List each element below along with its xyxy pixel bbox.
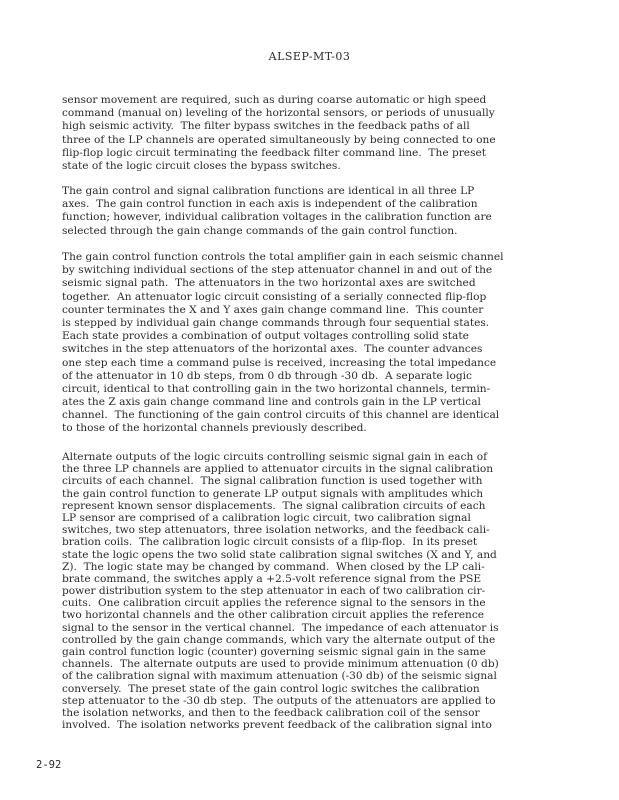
text-line: state the logic opens the two solid state calibration signal switches (X and Y, and [62, 548, 497, 561]
text-line: together. An attenuator logic circuit consisting of a serially connected flip-flop [62, 290, 487, 303]
text-line: counter terminates the X and Y axes gain change command line. This counter [62, 303, 484, 316]
text-line: of the calibration signal with maximum attenuation (-30 db) of the seismic signal [62, 670, 497, 683]
text-line: to those of the horizontal channels previously described. [62, 422, 367, 435]
paragraph-gain-control [62, 251, 504, 436]
text-line: The gain control and signal calibration functions are identical in all three LP [62, 185, 475, 197]
text-line: switches in the step attenuators of the horizontal axes. The counter advances [62, 343, 483, 356]
text-line: bration coils. The calibration logic circuit consists of a flip-flop. In its preset [62, 536, 478, 549]
text-line: involved. The isolation networks prevent feedback of the calibration signal into [62, 719, 492, 732]
text-line: is stepped by individual gain change commands through four sequential states. [62, 316, 490, 329]
text-line: the gain control function to generate LP output signals with amplitudes which [62, 487, 484, 500]
text-line: conversely. The preset state of the gain control logic switches the calibration [62, 682, 480, 695]
text-line: axes. The gain control function in each axis is independent of the calibration [62, 198, 478, 211]
document-header: ALSEP-MT-03 [268, 50, 351, 63]
text-line: of the attenuator in 10 db steps, from 0 db through -30 db. A separate logic [62, 369, 472, 382]
text-line: signal to the sensor in the vertical channel. The impedance of each attenuator is [62, 621, 499, 634]
text-line: selected through the gain change commands of the gain control function. [62, 224, 458, 237]
text-line: seismic signal path. The attenuators in the two horizontal axes are switched [62, 277, 476, 290]
text-line: switches, two step attenuators, three isolation networks, and the feedback cali- [62, 524, 490, 537]
text-line: represent known sensor displacements. The signal calibration circuits of each [62, 499, 486, 512]
paragraph-gain-calibration-overview [62, 185, 492, 238]
text-line: ates the Z axis gain change command line and controls gain in the LP vertical [62, 396, 481, 409]
text-line: state of the logic circuit closes the bypass switches. [62, 159, 341, 172]
text-line: two horizontal channels and the other calibration circuit applies the reference [62, 609, 485, 622]
text-line: Z). The logic state may be changed by command. When closed by the LP cali- [62, 560, 485, 573]
text-line: cuits. One calibration circuit applies the reference signal to the sensors in the [62, 597, 486, 610]
text-line: function; however, individual calibration voltages in the calibration function are [62, 211, 492, 224]
text-line: LP sensor are comprised of a calibration logic circuit, two calibration signal [62, 511, 471, 524]
text-line: by switching individual sections of the step attenuator channel in and out of the [62, 264, 493, 277]
paragraph-filter-bypass [62, 94, 496, 173]
paragraph-signal-calibration [62, 451, 499, 731]
text-line: three of the LP channels are operated simultaneously by being connected to one [62, 133, 496, 146]
text-line: power distribution system to the step attenuator in each of two calibration cir- [62, 585, 486, 598]
text-line: channels. The alternate outputs are used to provide minimum attenuation (0 db) [62, 658, 499, 671]
text-line: step attenuator to the -30 db step. The outputs of the attenuators are applied to [62, 694, 496, 707]
text-line: flip-flop logic circuit terminating the feedback filter command line. The preset [62, 146, 487, 159]
text-line: Each state provides a combination of output voltages controlling solid state [62, 330, 469, 343]
text-line: Alternate outputs of the logic circuits controlling seismic signal gain in each of [62, 451, 487, 463]
text-line: controlled by the gain change commands, which vary the alternate output of the [62, 633, 496, 646]
text-line: one step each time a command pulse is received, increasing the total impedance [62, 356, 497, 369]
text-line: circuits of each channel. The signal calibration function is used together with [62, 475, 483, 488]
text-line: command (manual on) leveling of the horizontal sensors, or periods of unusually [62, 107, 495, 120]
text-line: the isolation networks, and then to the feedback calibration coil of the sensor [62, 706, 480, 719]
text-line: channel. The functioning of the gain control circuits of this channel are identical [62, 409, 500, 422]
text-line: circuit, identical to that controlling gain in the two horizontal channels, termin- [62, 382, 491, 395]
text-line: sensor movement are required, such as during coarse automatic or high speed [62, 94, 487, 106]
text-line: The gain control function controls the total amplifier gain in each seismic channel [62, 251, 504, 263]
text-line: brate command, the switches apply a +2.5-volt reference signal from the PSE [62, 572, 482, 585]
text-line: gain control function logic (counter) governing seismic signal gain in the same [62, 646, 486, 658]
page-number: 2-92 [36, 759, 62, 771]
text-line: the three LP channels are applied to attenuator circuits in the signal calibration [62, 463, 494, 476]
text-line: high seismic activity. The filter bypass switches in the feedback paths of all [62, 120, 470, 133]
